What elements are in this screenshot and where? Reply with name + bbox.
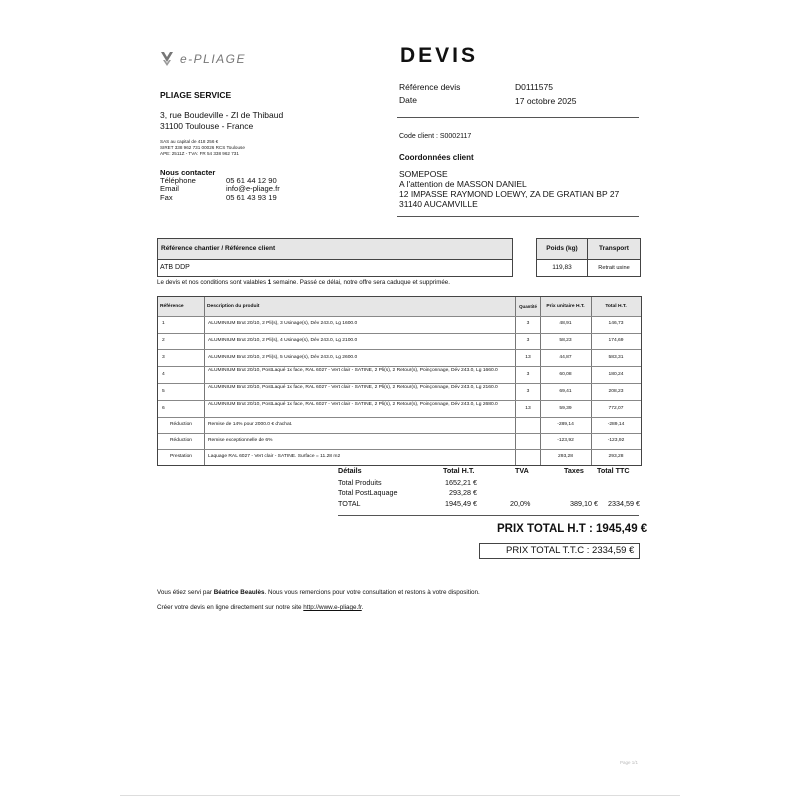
validity-note — [157, 279, 450, 286]
summary-header-total-ht: Total H.T. — [443, 466, 475, 475]
row-qty: 3 — [526, 338, 530, 343]
row-desc: ALUMINIUM Brut 20/10, PostLaqué 1x face, RAL 6027 - Vert clair - SATINE, 2 Pli(s), 2 Retour(s), Poinçonnage, Dév 243.0, Lg 2160.0 — [208, 385, 498, 390]
row-ref: 6 — [162, 406, 165, 411]
divider — [338, 515, 639, 516]
row-ref: 2 — [162, 338, 165, 343]
ref-devis-value: D0111575 — [515, 82, 553, 92]
served-by-text — [157, 589, 480, 596]
page-number: Page 1/1 — [620, 760, 639, 765]
row-total: -123,92 — [607, 438, 625, 443]
row-desc: ALUMINIUM Brut 20/10, 2 Pli(s), 4 Usinage(s), Dév 243.0, Lg 2100.0 — [208, 338, 358, 343]
summary-row-tva: 20,0% — [510, 499, 531, 508]
chantier-ref-value: ATB DDP — [160, 264, 190, 271]
chantier-header-cell — [157, 238, 513, 260]
client-line: 12 IMPASSE RAYMOND LOEWY, ZA DE GRATIAN BP 27 — [399, 189, 620, 199]
validity-note-part: semaine. Passé ce délai, notre offre sera caduque et supprimée. — [271, 279, 450, 286]
row-qty: 13 — [525, 406, 531, 411]
summary-header-taxes: Taxes — [564, 466, 584, 475]
contact-heading: Nous contacter — [160, 168, 216, 177]
col-header-ref: Référence — [160, 304, 184, 309]
contact-label-phone: Téléphone — [160, 176, 196, 185]
prix-total-ttc: PRIX TOTAL T.T.C : 2334,59 € — [506, 545, 635, 556]
row-qty: 3 — [526, 372, 530, 377]
row-ref: 3 — [162, 355, 165, 360]
row-desc: ALUMINIUM Brut 20/10, 2 Pli(s), 3 Usinage(s), Dév 243.0, Lg 1600.0 — [208, 321, 358, 326]
row-total: 293,28 — [608, 454, 624, 459]
company-address-line: 3, rue Boudeville - ZI de Thibaud — [160, 110, 284, 120]
client-line: 31140 AUCAMVILLE — [399, 199, 478, 209]
row-unit-price: 58,23 — [559, 338, 572, 343]
row-qty: 3 — [526, 321, 530, 326]
row-unit-price: 59,39 — [559, 406, 572, 411]
validity-note-weeks: 1 — [267, 279, 272, 286]
row-unit-price: -289,14 — [557, 422, 574, 427]
transport-value: Retrait usine — [598, 265, 630, 271]
online-quote-part: Créer votre devis en ligne directement sur notre site — [157, 604, 304, 611]
client-code: Code client : S0002117 — [399, 133, 472, 140]
row-unit-price: 44,87 — [559, 355, 572, 360]
col-header-unit: Prix unitaire H.T. — [546, 304, 585, 309]
row-divider — [158, 433, 641, 434]
chantier-ref-header: Référence chantier / Référence client — [161, 245, 276, 252]
poids-value-cell — [536, 259, 588, 277]
summary-row-total-ht: 1945,49 € — [445, 499, 477, 508]
date-value: 17 octobre 2025 — [515, 96, 577, 106]
row-divider — [158, 449, 641, 450]
row-qty: 3 — [526, 389, 530, 394]
summary-row-total-ht: 293,28 € — [449, 488, 477, 497]
row-total: 174,69 — [608, 338, 624, 343]
summary-row-total-ht: 1652,21 € — [445, 478, 477, 487]
poids-value: 119,83 — [552, 264, 572, 271]
row-desc: ALUMINIUM Brut 20/10, 2 Pli(s), 5 Usinage(s), Dév 243.0, Lg 2600.0 — [208, 355, 358, 360]
poids-header: Poids (kg) — [546, 245, 578, 252]
company-legal-line: SIRET 338 962 731 00026 RCS Toulouse — [160, 145, 245, 150]
row-desc: ALUMINIUM Brut 20/10, PostLaqué 1x face, RAL 6027 - Vert clair - SATINE, 2 Pli(s), 2 Retour(s), Poinçonnage, Dév 243.0, Lg 1660.0 — [208, 368, 498, 373]
contact-label-fax: Fax — [160, 193, 173, 202]
row-total: 772,07 — [608, 406, 624, 411]
row-ref: Prestation — [170, 454, 193, 459]
summary-row-taxes: 389,10 € — [570, 499, 598, 508]
row-divider — [158, 417, 641, 418]
col-header-total: Total H.T. — [605, 304, 627, 309]
col-header-desc: Description du produit — [207, 304, 260, 309]
row-unit-price: 60,08 — [559, 372, 572, 377]
row-ref: 4 — [162, 372, 165, 377]
company-legal — [160, 139, 245, 157]
online-quote-part: . — [361, 604, 364, 611]
summary-row-label: Total PostLaquage — [338, 488, 398, 497]
client-line: SOMEPOSE — [399, 169, 448, 179]
summary-row-label: TOTAL — [338, 499, 361, 508]
row-unit-price: 48,91 — [559, 321, 572, 326]
contact-label-email: Email — [160, 184, 179, 193]
divider — [397, 117, 639, 118]
website-link[interactable]: http://www.e-pliage.fr — [303, 604, 362, 611]
page-title: DEVIS — [400, 44, 479, 67]
served-by-part: . Nous vous remercions pour votre consultation et restons à votre disposition. — [264, 589, 480, 596]
online-quote-text — [157, 604, 364, 611]
transport-value-cell — [587, 259, 641, 277]
row-unit-price: 69,41 — [559, 389, 572, 394]
row-total: 180,24 — [608, 372, 624, 377]
divider — [397, 216, 639, 217]
served-by-name: Béatrice Beaulès — [213, 589, 265, 596]
contact-phone: 05 61 44 12 90 — [226, 176, 277, 185]
company-address — [160, 110, 283, 132]
row-unit-price: 293,28 — [558, 454, 573, 459]
summary-header-total-ttc: Total TTC — [597, 466, 630, 475]
logo-v-mark — [161, 52, 173, 62]
row-divider — [158, 383, 641, 384]
validity-note-part: Le devis et nos conditions sont valables — [157, 279, 268, 286]
row-divider — [158, 400, 641, 401]
summary-row-total-ttc: 2334,59 € — [608, 499, 640, 508]
company-legal-line: SAS au capital de 418 256 € — [160, 139, 219, 144]
row-divider — [158, 349, 641, 350]
client-line: A l'attention de MASSON DANIEL — [399, 179, 527, 189]
row-ref: 1 — [162, 321, 165, 326]
row-ref: 5 — [162, 389, 165, 394]
chantier-value-cell — [157, 259, 513, 277]
company-address-line: 31100 Toulouse - France — [160, 121, 254, 131]
contact-email[interactable]: info@e-pliage.fr — [226, 184, 280, 193]
ref-devis-label: Référence devis — [399, 82, 461, 92]
row-ref: Réduction — [170, 438, 193, 443]
contact-fax: 05 61 43 93 19 — [226, 193, 277, 202]
row-divider — [158, 366, 641, 367]
row-total: 146,73 — [608, 321, 624, 326]
logo-text: e-PLIAGE — [180, 52, 247, 66]
summary-header-tva: TVA — [515, 466, 529, 475]
page-bottom-divider — [120, 795, 680, 796]
date-label: Date — [399, 95, 417, 105]
served-by-part: Vous étiez servi par — [157, 589, 214, 596]
col-header-qty: Quantité — [519, 304, 537, 309]
transport-header: Transport — [599, 245, 629, 252]
summary-header-details: Détails — [338, 466, 362, 475]
row-unit-price: -123,92 — [557, 438, 574, 443]
company-name: PLIAGE SERVICE — [160, 90, 232, 100]
prix-total-ht: PRIX TOTAL H.T : 1945,49 € — [497, 523, 648, 535]
row-divider — [158, 333, 641, 334]
row-desc: ALUMINIUM Brut 20/10, PostLaqué 1x face, RAL 6027 - Vert clair - SATINE, 2 Pli(s), 2 Retour(s), Poinçonnage, Dév 243.0, Lg 2680.0 — [208, 402, 498, 407]
row-total: -289,14 — [607, 422, 625, 427]
row-total: 208,23 — [608, 389, 624, 394]
products-table — [157, 296, 642, 466]
row-divider — [158, 316, 641, 317]
poids-header-cell — [536, 238, 588, 260]
transport-header-cell — [587, 238, 641, 260]
column-divider — [204, 297, 205, 465]
row-desc: Remise exceptionnelle de 6% — [208, 438, 273, 443]
company-legal-line: APE: 2511Z - TVA: FR 54 338 962 731 — [160, 151, 239, 156]
row-total: 583,31 — [608, 355, 624, 360]
row-ref: Réduction — [170, 422, 193, 427]
row-desc: Remise de 14% pour 2000.0 € d'achat. — [208, 422, 293, 427]
row-qty: 13 — [525, 355, 531, 360]
client-heading: Coordonnées client — [399, 153, 474, 162]
row-desc: Laquage RAL 6027 - Vert clair - SATINE. Surface = 11.28 m2 — [208, 454, 341, 459]
summary-row-label: Total Produits — [338, 478, 382, 487]
